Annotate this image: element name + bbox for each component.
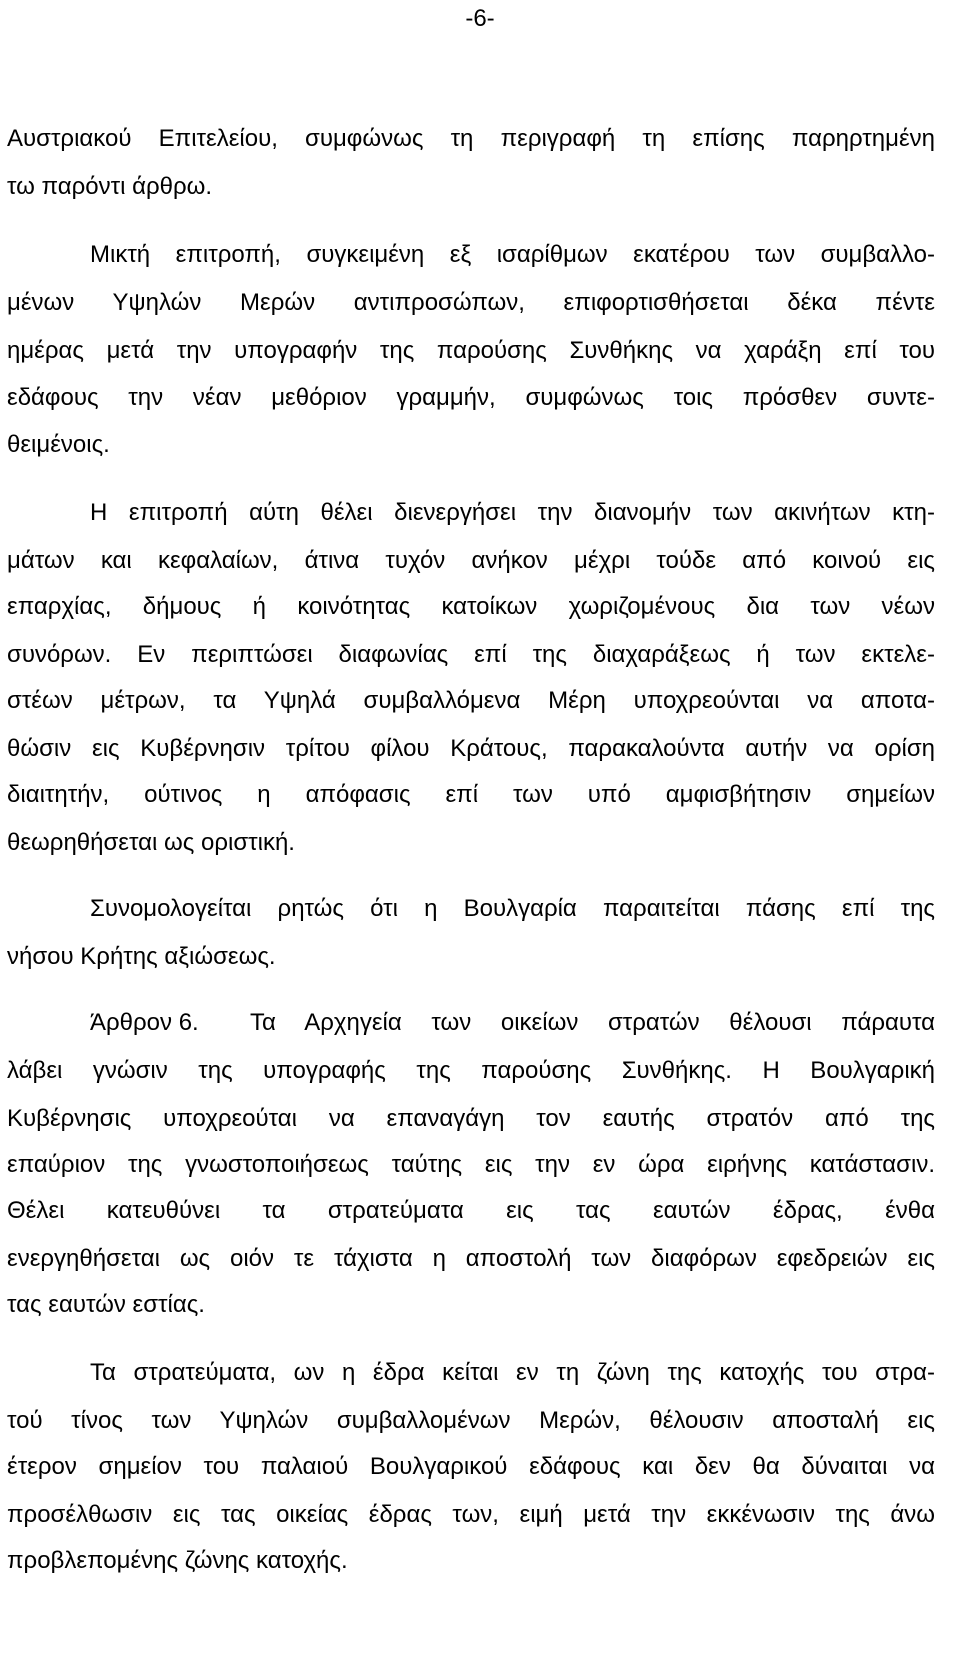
paragraph-line: Συνομολογείται ρητώς ότι η Βουλγαρία παραιτείται πάσης επί της (90, 895, 935, 922)
paragraph-line: Θέλει κατευθύνει τα στρατεύματα εις τας εαυτών έδρας, ένθα (7, 1197, 935, 1224)
paragraph-line: Αυστριακού Επιτελείου, συμφώνως τη περιγραφή τη επίσης παρηρτημένη (7, 125, 935, 152)
paragraph-line: τας εαυτών εστίας. (7, 1291, 205, 1318)
paragraph-line: Τα στρατεύματα, ων η έδρα κείται εν τη ζώνη της κατοχής του στρα- (90, 1359, 935, 1386)
article-heading: Άρθρον 6. (90, 1009, 199, 1036)
paragraph-line: προβλεπομένης ζώνης κατοχής. (7, 1547, 348, 1574)
paragraph-line: θειμένοις. (7, 431, 110, 458)
paragraph-line: νήσου Κρήτης αξιώσεως. (7, 943, 276, 970)
paragraph-line: τού τίνος των Υψηλών συμβαλλομένων Μερών, θέλουσιν αποσταλή εις (7, 1407, 935, 1434)
paragraph-line: Κυβέρνησις υποχρεούται να επαναγάγη τον εαυτής στρατόν από της (7, 1105, 935, 1132)
paragraph-line: στέων μέτρων, τα Υψηλά συμβαλλόμενα Μέρη υποχρεούνται να αποτα- (7, 687, 935, 714)
paragraph-line: προσέλθωσιν εις τας οικείας έδρας των, ειμή μετά την εκκένωσιν της άνω (7, 1501, 935, 1528)
paragraph-line: Τα Αρχηγεία των οικείων στρατών θέλουσι πάραυτα (250, 1009, 935, 1036)
paragraph-line: μένων Υψηλών Μερών αντιπροσώπων, επιφορτισθήσεται δέκα πέντε (7, 289, 935, 316)
paragraph-line: έτερον σημείον του παλαιού Βουλγαρικού εδάφους και δεν θα δύναιται να (7, 1453, 935, 1480)
paragraph-line: διαιτητήν, ούτινος η απόφασις επί των υπό αμφισβήτησιν σημείων (7, 781, 935, 808)
paragraph-line: λάβει γνώσιν της υπογραφής της παρούσης Συνθήκης. Η Βουλγαρική (7, 1057, 935, 1084)
paragraph-line: επαύριον της γνωστοποιήσεως ταύτης εις την εν ώρα ειρήνης κατάστασιν. (7, 1151, 935, 1178)
paragraph-line: ημέρας μετά την υπογραφήν της παρούσης Συνθήκης να χαράξη επί του (7, 337, 935, 364)
paragraph-line: εδάφους την νέαν μεθόριον γραμμήν, συμφώνως τοις πρόσθεν συντε- (7, 384, 935, 411)
paragraph-line: Η επιτροπή αύτη θέλει διενεργήσει την διανομήν των ακινήτων κτη- (90, 499, 935, 526)
paragraph-line: τω παρόντι άρθρω. (7, 173, 213, 200)
paragraph-line: Μικτή επιτροπή, συγκειμένη εξ ισαρίθμων εκατέρου των συμβαλλο- (90, 241, 935, 268)
paragraph-line: συνόρων. Εν περιπτώσει διαφωνίας επί της διαχαράξεως ή των εκτελε- (7, 641, 935, 668)
paragraph-line: ενεργηθήσεται ως οιόν τε τάχιστα η αποστολή των διαφόρων εφεδρειών εις (7, 1245, 935, 1272)
paragraph-line: επαρχίας, δήμους ή κοινότητας κατοίκων χωριζομένους δια των νέων (7, 593, 935, 620)
paragraph-line: μάτων και κεφαλαίων, άτινα τυχόν ανήκον μέχρι τούδε από κοινού εις (7, 547, 935, 574)
paragraph-line: θεωρηθήσεται ως οριστική. (7, 829, 295, 856)
article-6-first-line (90, 1008, 935, 1038)
page-number: -6- (465, 5, 495, 32)
paragraph-line: θώσιν εις Κυβέρνησιν τρίτου φίλου Κράτους, παρακαλούντα αυτήν να ορίση (7, 735, 935, 762)
